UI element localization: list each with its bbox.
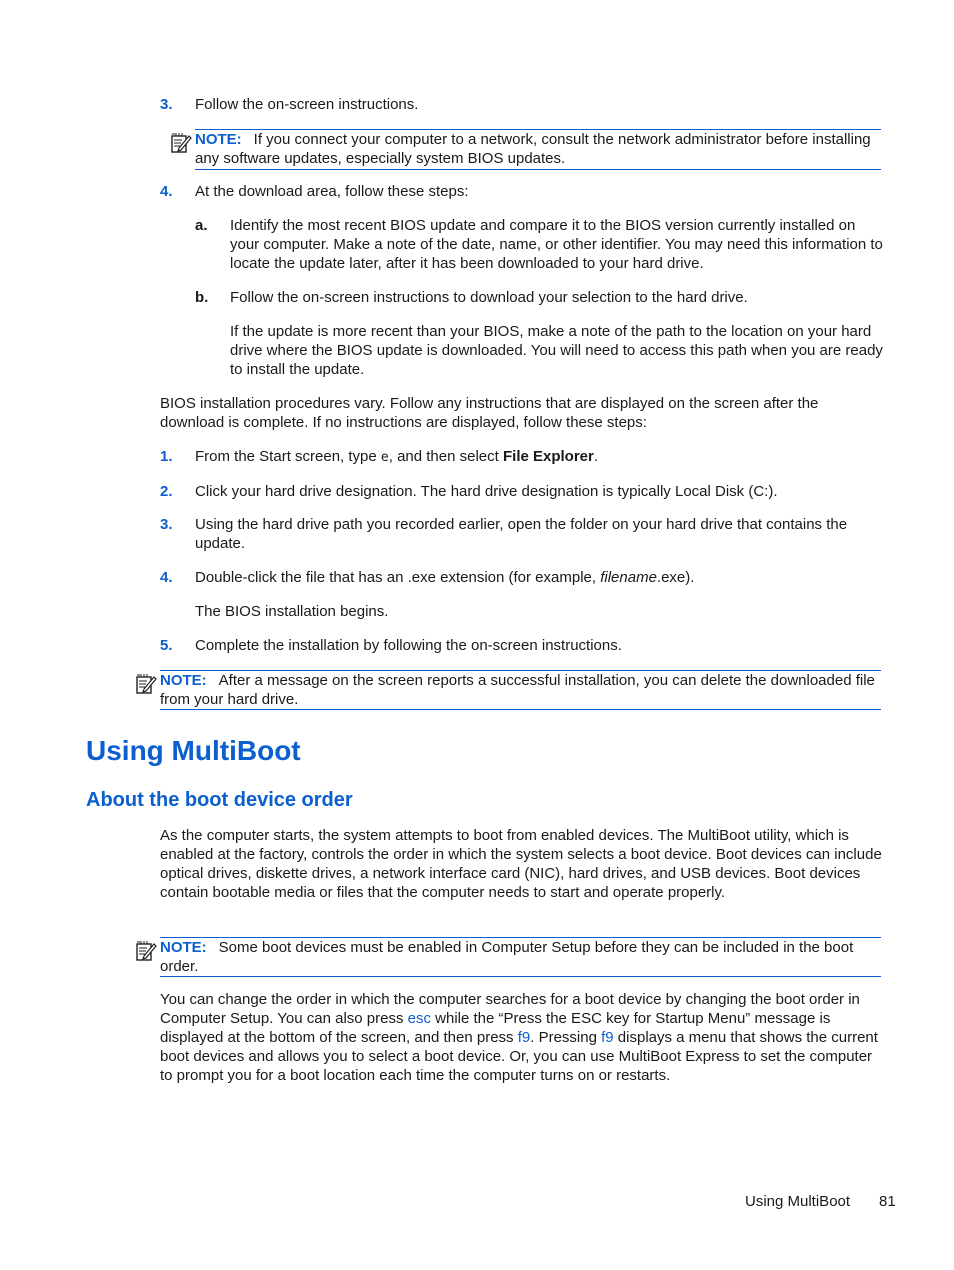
install-step-3-number: 3.: [160, 516, 173, 533]
install-step-1-text: From the Start screen, type e, and then select File Explorer.: [195, 448, 599, 465]
note-label: NOTE:: [160, 672, 207, 689]
install-step-1-number: 1.: [160, 448, 173, 465]
key-f9: f9: [601, 1029, 614, 1046]
step-3-text: Follow the on-screen instructions.: [195, 96, 419, 113]
substep-a-text: Identify the most recent BIOS update and compare it to the BIOS version currently installed on your computer. Make a note of the date, name, or other identifier. You may need this information to locate the update later, after it has been downloaded to your hard drive.: [230, 217, 883, 272]
footer-section-name: Using MultiBoot: [745, 1193, 851, 1210]
install-step-4-text: Double-click the file that has an .exe extension (for example, filename.exe).: [195, 569, 695, 586]
note-text: Some boot devices must be enabled in Computer Setup before they can be included in the boot order.: [160, 939, 854, 975]
key-e: e: [380, 450, 389, 465]
install-step-5-number: 5.: [160, 637, 173, 654]
substep-a-label: a.: [195, 217, 208, 234]
note-text: If you connect your computer to a network, consult the network administrator before installing any software updates, especially system BIOS updates.: [195, 131, 871, 167]
install-step-2-number: 2.: [160, 483, 173, 500]
subsection-heading-boot-order: About the boot device order: [86, 789, 353, 811]
note-pencil-icon: [170, 132, 192, 154]
note-network: [195, 129, 881, 170]
substep-b-text: Follow the on-screen instructions to download your selection to the hard drive.: [230, 289, 748, 306]
install-step-5-text: Complete the installation by following the on-screen instructions.: [195, 637, 622, 654]
substep-b-label: b.: [195, 289, 209, 306]
install-step-3-text: Using the hard drive path you recorded earlier, open the folder on your hard drive that contains the update.: [195, 516, 848, 552]
note-label: NOTE:: [160, 939, 207, 956]
install-step-4-number: 4.: [160, 569, 173, 586]
note-boot-devices: [160, 937, 881, 977]
bios-procedures-paragraph: BIOS installation procedures vary. Follow any instructions that are displayed on the screen after the download is complete. If no instructions are displayed, follow these steps:: [160, 395, 819, 431]
note-text: After a message on the screen reports a successful installation, you can delete the downloaded file from your hard drive.: [160, 672, 875, 708]
step-4-number: 4.: [160, 183, 173, 200]
step-4-text: At the download area, follow these steps:: [195, 183, 469, 200]
section-heading-using-multiboot: Using MultiBoot: [86, 735, 301, 766]
footer-page-number: 81: [879, 1193, 896, 1210]
note-label: NOTE:: [195, 131, 242, 148]
key-f9: f9: [517, 1029, 531, 1046]
boot-devices-paragraph: As the computer starts, the system attempts to boot from enabled devices. The MultiBoot utility, which is enabled at the factory, controls the order in which the system selects a boot device. Boot devices can include optical drives, diskette drives, a network interface card (NIC), hard drives, and USB devices. Boot devices contain bootable media or files that the computer needs to start and operate properly.: [160, 827, 882, 901]
substep-b-paragraph: If the update is more recent than your BIOS, make a note of the path to the location on your hard drive where the BIOS update is downloaded. You will need to access this path when you are ready to install the update.: [230, 323, 883, 378]
note-pencil-icon: [135, 940, 157, 962]
install-step-2-text: Click your hard drive designation. The hard drive designation is typically Local Disk (C:).: [195, 483, 778, 500]
note-install-success: [160, 670, 881, 710]
change-boot-order-paragraph: You can change the order in which the computer searches for a boot device by changing the boot order in Computer Setup. You can also press esc while the “Press the ESC key for Startup Menu” message is displayed at the bottom of the screen, and then press f9. Pressing f9 displays a menu that shows the current boot devices and allows you to select a boot device. Or, you can use MultiBoot Express to set the computer to prompt you for a boot location each time the computer turns on or restarts.: [160, 991, 878, 1084]
install-step-4-paragraph: The BIOS installation begins.: [195, 603, 389, 620]
note-pencil-icon: [135, 673, 157, 695]
step-3-number: 3.: [160, 96, 173, 113]
key-esc: esc: [407, 1010, 431, 1027]
